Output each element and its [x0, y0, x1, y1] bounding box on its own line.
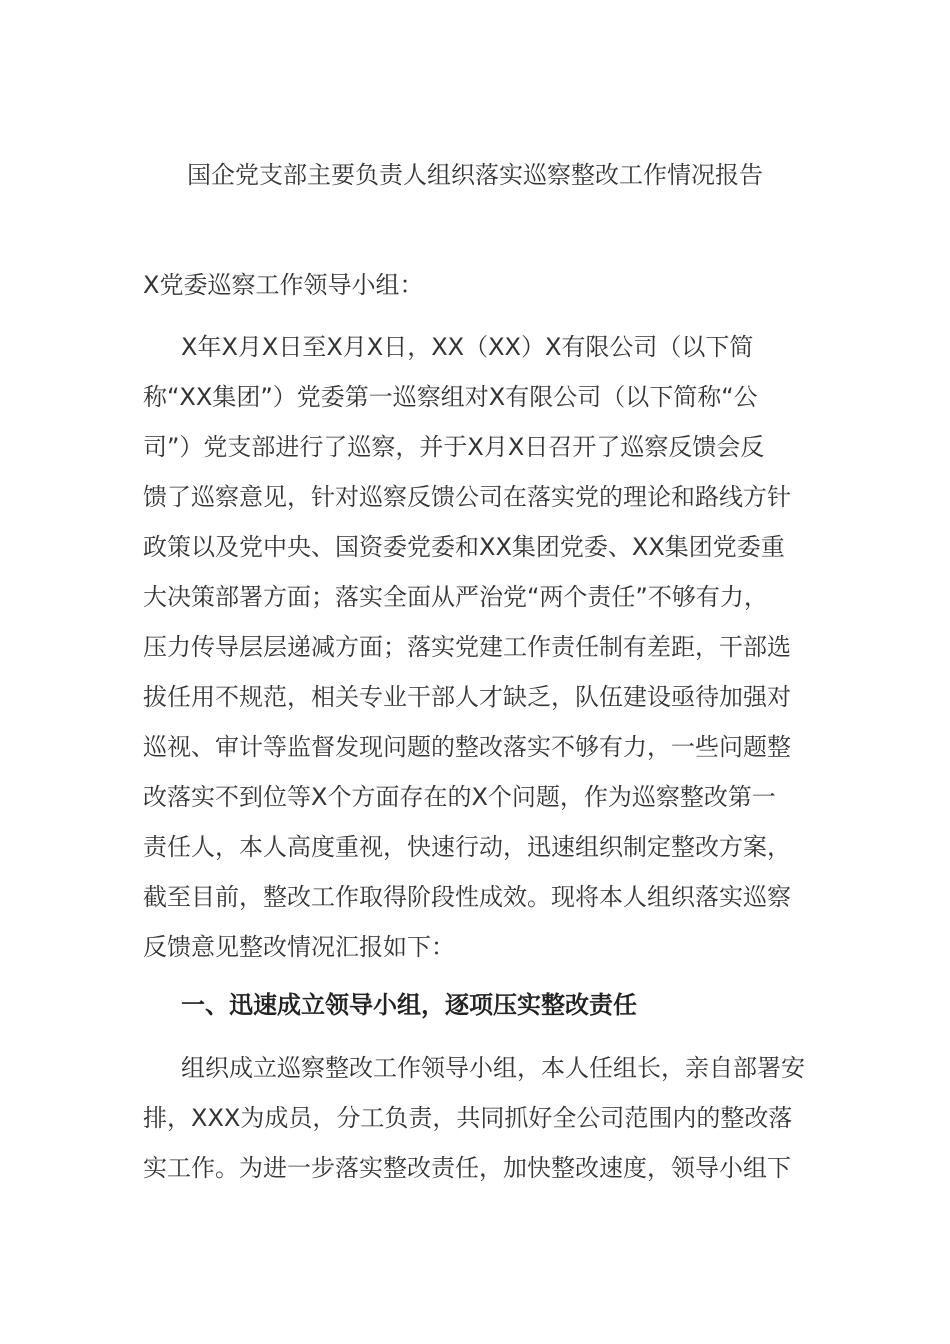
- paragraph-line: 压力传导层层递减方面；落实党建工作责任制有差距，干部选: [143, 633, 791, 661]
- paragraph-line: 司”）党支部进行了巡察，并于X月X日召开了巡察反馈会反: [143, 433, 765, 461]
- paragraph-2: [143, 1043, 811, 1193]
- paragraph-1: [143, 322, 811, 972]
- paragraph-line: 称“XX集团”）党委第一巡察组对X有限公司（以下简称“公: [143, 383, 758, 411]
- paragraph-line: 大决策部署方面；落实全面从严治党“两个责任”不够有力，: [143, 583, 768, 611]
- paragraph-line: 巡视、审计等监督发现问题的整改落实不够有力，一些问题整: [143, 733, 791, 761]
- section-heading-1: 一、迅速成立领导小组，逐项压实整改责任: [181, 991, 637, 1019]
- paragraph-line: 反馈意见整改情况汇报如下：: [143, 933, 455, 961]
- paragraph-line: X年X月X日至X月X日，XX（XX）X有限公司（以下简: [181, 333, 754, 361]
- paragraph-line: 组织成立巡察整改工作领导小组，本人任组长，亲自部署安: [181, 1054, 805, 1082]
- paragraph-line: 截至目前，整改工作取得阶段性成效。现将本人组织落实巡察: [143, 883, 791, 911]
- paragraph-line: 实工作。为进一步落实整改责任，加快整改速度，领导小组下: [143, 1154, 791, 1182]
- document-title: 国企党支部主要负责人组织落实巡察整改工作情况报告: [187, 161, 763, 189]
- paragraph-line: 馈了巡察意见，针对巡察反馈公司在落实党的理论和路线方针: [143, 483, 791, 511]
- paragraph-line: 政策以及党中央、国资委党委和XX集团党委、XX集团党委重: [143, 533, 785, 561]
- paragraph-line: 责任人，本人高度重视，快速行动，迅速组织制定整改方案，: [143, 833, 791, 861]
- paragraph-line: 排，XXX为成员，分工负责，共同抓好全公司范围内的整改落: [143, 1104, 793, 1132]
- salutation: X党委巡察工作领导小组：: [143, 271, 424, 299]
- paragraph-line: 改落实不到位等X个方面存在的X个问题，作为巡察整改第一: [143, 783, 776, 811]
- paragraph-line: 拔任用不规范，相关专业干部人才缺乏，队伍建设亟待加强对: [143, 683, 791, 711]
